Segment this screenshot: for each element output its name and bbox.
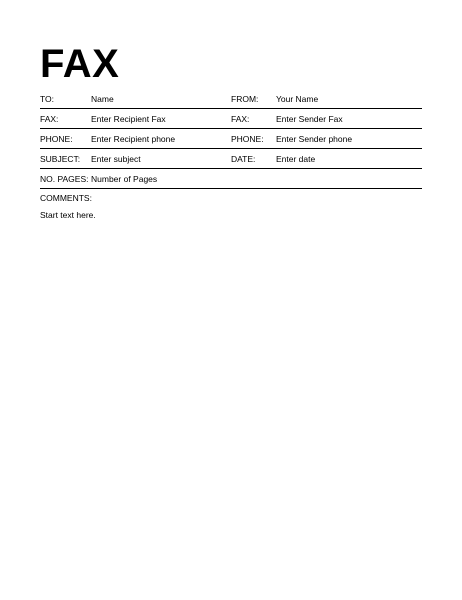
from-label: FROM: <box>231 94 259 104</box>
recipient-name-field[interactable]: Name <box>91 94 114 104</box>
sender-fax-label: FAX: <box>231 114 250 124</box>
recipient-fax-label: FAX: <box>40 114 59 124</box>
to-label: TO: <box>40 94 55 104</box>
document-title: FAX <box>40 42 120 86</box>
fax-details-table <box>40 89 422 189</box>
sender-phone-label: PHONE: <box>231 134 264 144</box>
sender-name-field[interactable]: Your Name <box>276 94 319 104</box>
comments-body[interactable]: Start text here. <box>40 210 96 220</box>
recipient-fax-field[interactable]: Enter Recipient Fax <box>91 114 166 124</box>
recipient-phone-field[interactable]: Enter Recipient phone <box>91 134 176 144</box>
sender-phone-field[interactable]: Enter Sender phone <box>276 134 353 144</box>
pages-field[interactable]: Number of Pages <box>91 174 158 184</box>
recipient-phone-label: PHONE: <box>40 134 73 144</box>
row-phone <box>40 129 422 149</box>
row-pages <box>40 169 422 189</box>
row-subject-date <box>40 149 422 169</box>
pages-label: NO. PAGES: <box>40 174 89 184</box>
comments-label: COMMENTS: <box>40 193 92 203</box>
subject-label: SUBJECT: <box>40 154 81 164</box>
sender-fax-field[interactable]: Enter Sender Fax <box>276 114 343 124</box>
date-field[interactable]: Enter date <box>276 154 316 164</box>
row-to-from <box>40 89 422 109</box>
row-fax <box>40 109 422 129</box>
subject-field[interactable]: Enter subject <box>91 154 141 164</box>
date-label: DATE: <box>231 154 256 164</box>
